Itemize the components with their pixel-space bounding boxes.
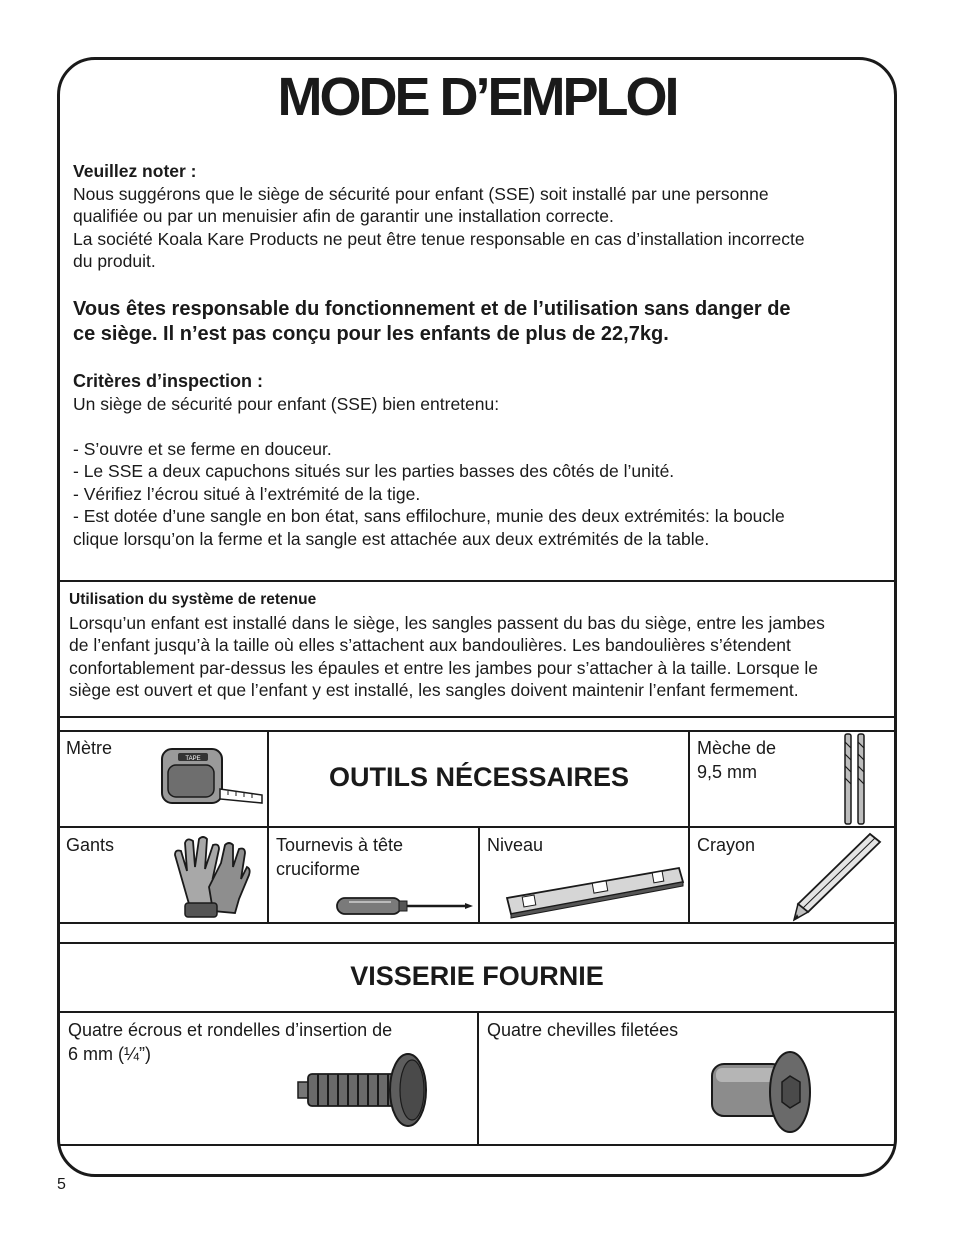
- inspection-item: - Est dotée d’une sangle en bon état, sans effilochure, munie des deux extrémités: la boucle: [73, 506, 785, 526]
- nuts-label-line: 6 mm (¼”): [68, 1044, 151, 1064]
- warning-line: ce siège. Il n’est pas conçu pour les enfants de plus de 22,7kg.: [73, 323, 669, 345]
- note-line: Nous suggérons que le siège de sécurité pour enfant (SSE) soit installé par une personne: [73, 183, 769, 204]
- tool-tape-measure-label: Mètre: [66, 738, 113, 758]
- restraint-line: de l’enfant jusqu’à la taille où elles s’attachent aux bandoulières. Les bandoulières s’étendent: [69, 635, 791, 655]
- drill-bit-icon: [840, 732, 870, 826]
- level-icon: [503, 862, 685, 920]
- page-title: MODE D’EMPLOI: [277, 67, 677, 127]
- note-line: La société Koala Kare Products ne peut être tenue responsable en cas d’installation incorrecte: [73, 228, 805, 249]
- tool-pencil-label: Crayon: [697, 835, 756, 855]
- page-number: 5: [57, 1176, 66, 1193]
- divider: [60, 922, 894, 924]
- hardware-bolts-label: Quatre chevilles filetées: [487, 1020, 679, 1040]
- threaded-bolt-icon: [706, 1050, 814, 1136]
- responsibility-warning: [73, 297, 883, 347]
- gloves-icon: [163, 833, 253, 919]
- tape-measure-icon: [160, 745, 265, 807]
- inspection-item: - Vérifiez l’écrou situé à l’extrémité de la tige.: [73, 483, 421, 504]
- divider: [60, 730, 894, 732]
- restraint-line: siège est ouvert et que l’enfant y est installé, les sangles doivent maintenir l’enfant fermement.: [69, 680, 799, 700]
- screwdriver-label-line: cruciforme: [276, 859, 361, 879]
- nuts-label-line: Quatre écrous et rondelles d’insertion de: [68, 1020, 393, 1040]
- note-line: qualifiée ou par un menuisier afin de garantir une installation correcte.: [73, 206, 614, 226]
- divider: [60, 716, 894, 718]
- inspection-item: - Le SSE a deux capuchons situés sur les parties basses des côtés de l’unité.: [73, 461, 675, 481]
- divider: [60, 580, 894, 582]
- tape-brand-text: TAPE: [185, 756, 201, 762]
- tool-screwdriver-label: [276, 833, 403, 881]
- tool-drill-bit-label: [697, 736, 776, 784]
- restraint-heading: Utilisation du système de retenue: [69, 591, 317, 608]
- pencil-icon: [790, 830, 884, 922]
- note-line: du produit.: [73, 251, 156, 271]
- note-heading: Veuillez noter :: [73, 161, 197, 181]
- screwdriver-label-line: Tournevis à tête: [276, 835, 404, 855]
- drill-bit-label-line: 9,5 mm: [697, 762, 758, 782]
- inspection-section: [73, 370, 883, 550]
- tool-level-label: Niveau: [487, 835, 544, 855]
- inspection-item: - S’ouvre et se ferme en douceur.: [73, 438, 332, 459]
- insert-nut-icon: [296, 1052, 432, 1128]
- divider: [60, 826, 894, 828]
- restraint-line: Lorsqu’un enfant est installé dans le siège, les sangles passent du bas du siège, entre les jambes: [69, 612, 825, 633]
- warning-line: Vous êtes responsable du fonctionnement et de l’utilisation sans danger de: [73, 298, 791, 320]
- hardware-title: VISSERIE FOURNIE: [350, 961, 604, 991]
- divider: [688, 730, 690, 924]
- drill-bit-label-line: Mèche de: [697, 738, 777, 758]
- divider: [478, 826, 480, 924]
- inspection-intro: Un siège de sécurité pour enfant (SSE) bien entretenu:: [73, 393, 500, 414]
- divider: [267, 730, 269, 924]
- note-section: [73, 160, 873, 273]
- inspection-item: clique lorsqu’on la ferme et la sangle est attachée aux deux extrémités de la table.: [73, 528, 710, 549]
- restraint-line: confortablement par-dessus les épaules et entre les jambes pour s’attacher à la taille. Lorsque le: [69, 657, 819, 678]
- restraint-section: [69, 589, 884, 702]
- divider: [60, 942, 894, 944]
- divider: [477, 1011, 479, 1146]
- screwdriver-icon: [335, 894, 475, 918]
- inspection-heading: Critères d’inspection :: [73, 371, 264, 391]
- tool-gloves-label: Gants: [66, 835, 115, 855]
- tools-title: OUTILS NÉCESSAIRES: [328, 762, 630, 792]
